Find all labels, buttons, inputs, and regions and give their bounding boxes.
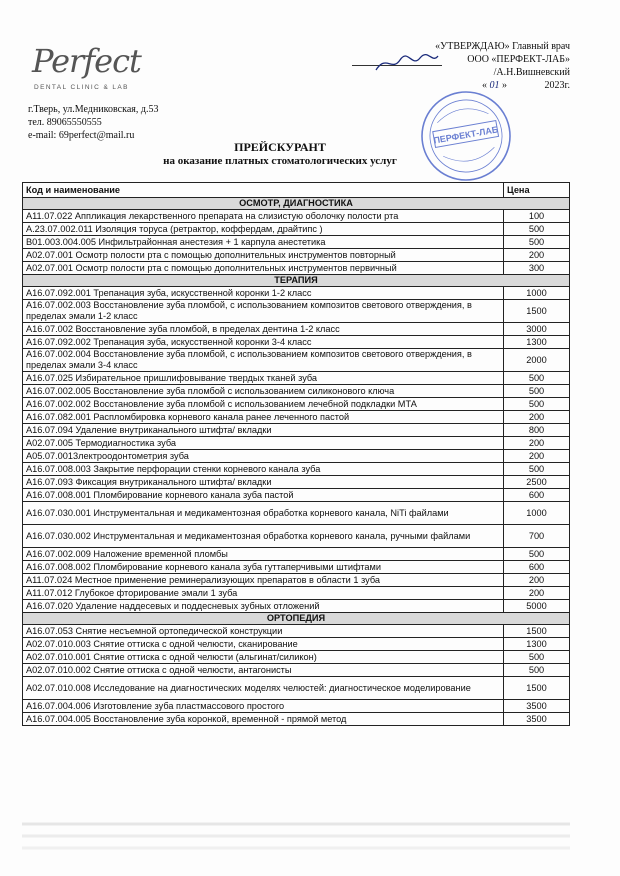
table-header-row: [23, 183, 570, 198]
service-name: B01.003.004.005 Инфильтрайонная анестезия + 1 карпула анестетика: [23, 236, 504, 249]
service-price: 3000: [504, 323, 570, 336]
phone-line: тел. 89065550555: [28, 117, 102, 128]
service-row: [23, 525, 570, 548]
approval-line-2: ООО «ПЕРФЕКТ-ЛАБ»: [467, 54, 570, 65]
service-name: A02.07.001 Осмотр полости рта с помощью дополнительных инструментов первичный: [23, 262, 504, 275]
service-name: A11.07.012 Глубокое фторирование эмали 1 зуба: [23, 587, 504, 600]
service-price: 800: [504, 424, 570, 437]
service-name: A16.07.008.003 Закрытие перфорации стенки корневого канала зуба: [23, 463, 504, 476]
approval-block: [350, 40, 570, 92]
service-row: [23, 713, 570, 726]
service-row: [23, 600, 570, 613]
approval-line-1: «УТВЕРЖДАЮ» Главный врач: [435, 41, 570, 52]
service-name: A02.07.010.002 Снятие оттиска с одной челюсти, антагонисты: [23, 664, 504, 677]
service-name: A16.07.002.003 Восстановление зуба пломбой, с использованием композитов светового отверждения, в пределах эмали 1-2 класс: [23, 300, 504, 323]
service-price: 500: [504, 548, 570, 561]
service-name: A16.07.002 Восстановление зуба пломбой, в пределах дентина 1-2 класс: [23, 323, 504, 336]
header-price: Цена: [504, 183, 570, 198]
header-name: Код и наименование: [23, 183, 504, 198]
service-price: 500: [504, 664, 570, 677]
service-name: A11.07.024 Местное применение реминерализующих препаратов в области 1 зуба: [23, 574, 504, 587]
service-name: A02.07.010.008 Исследование на диагностических моделях челюстей: диагностическое моделирование: [23, 677, 504, 700]
service-price: 200: [504, 411, 570, 424]
service-row: [23, 651, 570, 664]
svg-text:Perfect: Perfect: [32, 42, 141, 80]
service-price: 500: [504, 372, 570, 385]
date-close-quote: »: [502, 80, 508, 91]
section-header-row: [23, 198, 570, 210]
service-row: [23, 236, 570, 249]
service-name: A16.07.020 Удаление наддесевых и поддесневых зубных отложений: [23, 600, 504, 613]
service-row: [23, 463, 570, 476]
service-price: 200: [504, 450, 570, 463]
service-row: [23, 574, 570, 587]
service-name: A16.07.053 Снятие несъемной ортопедической конструкции: [23, 625, 504, 638]
service-row: [23, 548, 570, 561]
service-price: 300: [504, 262, 570, 275]
section-header-row: [23, 613, 570, 625]
service-name: A16.07.030.001 Инструментальная и медикаментозная обработка корневого канала, NiTi файлами: [23, 502, 504, 525]
service-row: [23, 450, 570, 463]
service-price: 1500: [504, 625, 570, 638]
service-name: A11.07.022 Аппликация лекарственного препарата на слизистую оболочку полости рта: [23, 210, 504, 223]
service-price: 5000: [504, 600, 570, 613]
service-name: A16.07.025 Избирательное пришлифовывание твердых тканей зуба: [23, 372, 504, 385]
service-price: 200: [504, 437, 570, 450]
service-row: [23, 476, 570, 489]
service-name: A16.07.002.002 Восстановление зуба пломбой с использованием лечебной подкладки МТА: [23, 398, 504, 411]
service-row: [23, 300, 570, 323]
service-row: [23, 262, 570, 275]
service-row: [23, 424, 570, 437]
date-open-quote: «: [482, 80, 488, 91]
service-price: 600: [504, 489, 570, 502]
service-name: A02.07.005 Термодиагностика зуба: [23, 437, 504, 450]
service-name: A16.07.094 Удаление внутриканального штифта/ вкладки: [23, 424, 504, 437]
service-row: [23, 210, 570, 223]
email-line: e-mail: 69perfect@mail.ru: [28, 130, 135, 141]
service-price: 200: [504, 587, 570, 600]
service-name: A16.07.082.001 Распломбировка корневого канала ранее леченного пастой: [23, 411, 504, 424]
service-row: [23, 502, 570, 525]
section-header-row: [23, 275, 570, 287]
document-subtitle: на оказание платных стоматологических услуг: [163, 155, 397, 167]
service-price: 500: [504, 398, 570, 411]
section-title: ОСМОТР, ДИАГНОСТИКА: [23, 198, 570, 210]
service-row: [23, 437, 570, 450]
service-row: [23, 336, 570, 349]
service-price: 1500: [504, 300, 570, 323]
service-row: [23, 638, 570, 651]
service-price: 1300: [504, 638, 570, 651]
service-row: [23, 398, 570, 411]
service-name: A16.07.002.009 Наложение временной пломбы: [23, 548, 504, 561]
service-name: A16.07.093 Фиксация внутриканального штифта/ вкладки: [23, 476, 504, 489]
service-price: 2500: [504, 476, 570, 489]
service-price: 500: [504, 223, 570, 236]
document-title: ПРЕЙСКУРАНТ: [234, 140, 326, 154]
service-row: [23, 677, 570, 700]
service-price: 500: [504, 236, 570, 249]
service-price: 3500: [504, 713, 570, 726]
service-name: A16.07.008.002 Пломбирование корневого канала зуба гуттаперчивыми штифтами: [23, 561, 504, 574]
service-row: [23, 489, 570, 502]
section-title: ОРТОПЕДИЯ: [23, 613, 570, 625]
service-name: A02.07.010.001 Снятие оттиска с одной челюсти (альгинат/силикон): [23, 651, 504, 664]
clinic-address: [28, 103, 158, 142]
logo-subtitle: DENTAL CLINIC & LAB: [34, 84, 129, 91]
service-name: A05.07.0013лектроодонтометрия зуба: [23, 450, 504, 463]
service-name: A.23.07.002.011 Изоляция торуса (ретрактор, коффердам, драйтипс ): [23, 223, 504, 236]
service-row: [23, 700, 570, 713]
date-day: 01: [489, 80, 500, 91]
service-row: [23, 287, 570, 300]
service-price: 200: [504, 574, 570, 587]
svg-text:ПЕРФЕКТ-ЛАБ: ПЕРФЕКТ-ЛАБ: [432, 124, 499, 146]
service-price: 700: [504, 525, 570, 548]
approval-line-3: /А.Н.Вишневский: [493, 67, 570, 78]
section-title: ТЕРАПИЯ: [23, 275, 570, 287]
price-table: [22, 182, 570, 726]
service-row: [23, 561, 570, 574]
service-name: A16.07.004.005 Восстановление зуба коронкой, временной - прямой метод: [23, 713, 504, 726]
service-row: [23, 223, 570, 236]
service-row: [23, 625, 570, 638]
service-name: A16.07.008.001 Пломбирование корневого канала зуба пастой: [23, 489, 504, 502]
faded-footer-text: [22, 818, 570, 858]
service-row: [23, 385, 570, 398]
date-year: 2023г.: [544, 80, 570, 91]
handwritten-signature: [372, 50, 442, 76]
service-price: 3500: [504, 700, 570, 713]
service-price: 200: [504, 249, 570, 262]
service-row: [23, 372, 570, 385]
service-price: 100: [504, 210, 570, 223]
service-name: A02.07.001 Осмотр полости рта с помощью дополнительных инструментов повторный: [23, 249, 504, 262]
service-price: 1000: [504, 502, 570, 525]
service-row: [23, 349, 570, 372]
service-price: 600: [504, 561, 570, 574]
service-row: [23, 587, 570, 600]
service-name: A16.07.004.006 Изготовление зуба пластмассового простого: [23, 700, 504, 713]
service-name: A02.07.010.003 Снятие оттиска с одной челюсти, сканирование: [23, 638, 504, 651]
service-price: 500: [504, 463, 570, 476]
service-price: 1300: [504, 336, 570, 349]
service-row: [23, 411, 570, 424]
service-name: A16.07.002.005 Восстановление зуба пломбой с использованием силиконового ключа: [23, 385, 504, 398]
service-name: A16.07.002.004 Восстановление зуба пломбой, с использованием композитов светового отверждения, в пределах эмали 3-4 класс: [23, 349, 504, 372]
service-price: 500: [504, 651, 570, 664]
service-name: A16.07.092.001 Трепанация зуба, искусственной коронки 1-2 класс: [23, 287, 504, 300]
address-line: г.Тверь, ул.Медниковская, д.53: [28, 104, 159, 115]
service-price: 1500: [504, 677, 570, 700]
service-price: 500: [504, 385, 570, 398]
service-name: A16.07.092.002 Трепанация зуба, искусственной коронки 3-4 класс: [23, 336, 504, 349]
service-price: 1000: [504, 287, 570, 300]
service-row: [23, 249, 570, 262]
service-row: [23, 323, 570, 336]
service-price: 2000: [504, 349, 570, 372]
service-row: [23, 664, 570, 677]
clinic-stamp: [413, 83, 520, 190]
clinic-logo: [28, 36, 148, 100]
service-name: A16.07.030.002 Инструментальная и медикаментозная обработка корневого канала, ручными файлами: [23, 525, 504, 548]
